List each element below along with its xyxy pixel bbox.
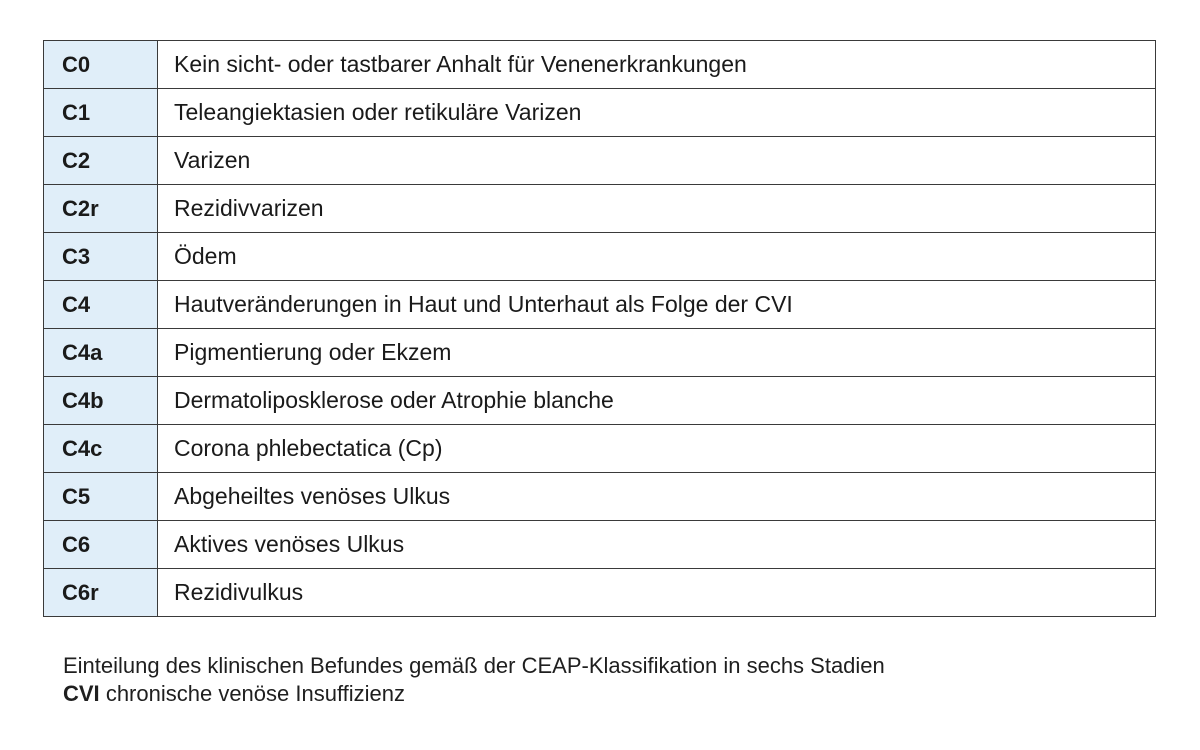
stage-description: Abgeheiltes venöses Ulkus	[158, 473, 1156, 521]
stage-code: C6r	[44, 569, 158, 617]
table-row	[44, 425, 1156, 473]
stage-description: Dermatoliposklerose oder Atrophie blanche	[158, 377, 1156, 425]
stage-code: C4b	[44, 377, 158, 425]
stage-description: Rezidivvarizen	[158, 185, 1156, 233]
table-row	[44, 473, 1156, 521]
stage-description: Ödem	[158, 233, 1156, 281]
stage-code: C1	[44, 89, 158, 137]
abbreviation: CVI	[63, 681, 100, 706]
stage-description: Rezidivulkus	[158, 569, 1156, 617]
stage-code: C6	[44, 521, 158, 569]
stage-code: C5	[44, 473, 158, 521]
stage-description: Varizen	[158, 137, 1156, 185]
stage-code: C0	[44, 41, 158, 89]
stage-code: C2r	[44, 185, 158, 233]
table-row	[44, 329, 1156, 377]
table-row	[44, 137, 1156, 185]
stage-code: C2	[44, 137, 158, 185]
stage-code: C4c	[44, 425, 158, 473]
stage-code: C3	[44, 233, 158, 281]
stage-description: Teleangiektasien oder retikuläre Varizen	[158, 89, 1156, 137]
abbreviation-line	[63, 680, 885, 708]
table-row	[44, 281, 1156, 329]
ceap-classification-table	[43, 40, 1156, 617]
stage-code: C4a	[44, 329, 158, 377]
table-row	[44, 233, 1156, 281]
table-row	[44, 569, 1156, 617]
abbreviation-definition: chronische venöse Insuffizienz	[105, 681, 406, 706]
caption-text: Einteilung des klinischen Befundes gemäß der CEAP-Klassifikation in sechs Stadien	[63, 653, 885, 678]
stage-description: Kein sicht- oder tastbarer Anhalt für Venenerkrankungen	[158, 41, 1156, 89]
table-row	[44, 185, 1156, 233]
table-row	[44, 521, 1156, 569]
stage-description: Hautveränderungen in Haut und Unterhaut als Folge der CVI	[158, 281, 1156, 329]
table-caption	[63, 652, 885, 708]
table-row	[44, 89, 1156, 137]
table-row	[44, 41, 1156, 89]
table-row	[44, 377, 1156, 425]
stage-code: C4	[44, 281, 158, 329]
stage-description: Pigmentierung oder Ekzem	[158, 329, 1156, 377]
stage-description: Aktives venöses Ulkus	[158, 521, 1156, 569]
stage-description: Corona phlebectatica (Cp)	[158, 425, 1156, 473]
